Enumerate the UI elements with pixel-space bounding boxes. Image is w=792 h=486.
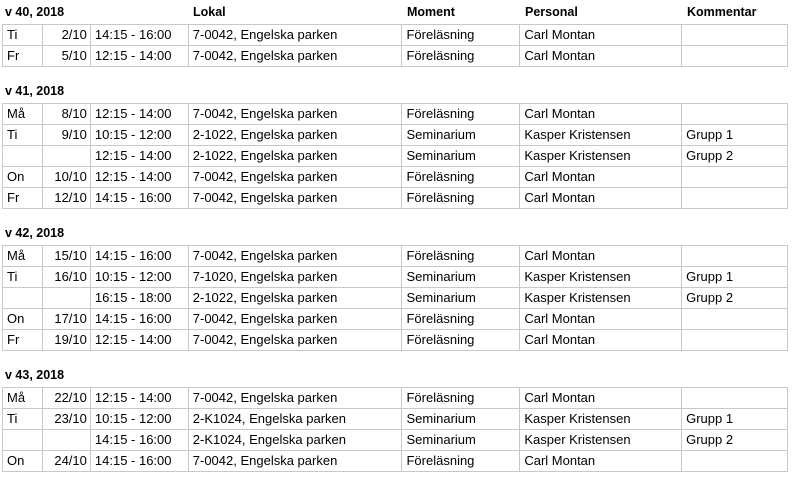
comment-cell: Grupp 1 xyxy=(682,409,788,429)
week-title: v 43, 2018 xyxy=(5,368,65,382)
moment-cell: Föreläsning xyxy=(402,451,520,471)
day-cell: Fr xyxy=(3,188,43,208)
moment-cell: Seminarium xyxy=(402,125,520,145)
date-cell: 22/10 xyxy=(43,388,91,408)
date-cell xyxy=(43,430,91,450)
comment-cell xyxy=(682,167,788,187)
time-cell: 10:15 - 12:00 xyxy=(91,409,189,429)
room-cell: 7-1020, Engelska parken xyxy=(189,267,403,287)
room-cell: 2-K1024, Engelska parken xyxy=(189,430,403,450)
week-title: v 40, 2018 xyxy=(5,5,65,19)
week-header xyxy=(2,2,788,24)
time-cell: 12:15 - 14:00 xyxy=(91,46,189,66)
room-cell: 7-0042, Engelska parken xyxy=(189,104,403,124)
room-cell: 7-0042, Engelska parken xyxy=(189,46,403,66)
day-cell: Ti xyxy=(3,125,43,145)
schedule xyxy=(2,2,788,486)
table-row xyxy=(3,46,788,67)
room-cell: 7-0042, Engelska parken xyxy=(189,451,403,471)
date-cell: 5/10 xyxy=(43,46,91,66)
staff-cell: Carl Montan xyxy=(520,330,682,350)
date-cell: 15/10 xyxy=(43,246,91,266)
time-cell: 10:15 - 12:00 xyxy=(91,125,189,145)
week-section xyxy=(2,223,788,351)
staff-cell: Kasper Kristensen xyxy=(520,430,682,450)
moment-cell: Föreläsning xyxy=(402,188,520,208)
day-cell: Ti xyxy=(3,409,43,429)
staff-cell: Carl Montan xyxy=(520,167,682,187)
moment-cell: Seminarium xyxy=(402,409,520,429)
week-section xyxy=(2,2,788,67)
room-cell: 7-0042, Engelska parken xyxy=(189,330,403,350)
column-header-moment: Moment xyxy=(407,5,455,19)
moment-cell: Seminarium xyxy=(402,288,520,308)
day-cell: Må xyxy=(3,104,43,124)
table-row xyxy=(3,104,788,125)
date-cell xyxy=(43,288,91,308)
comment-cell xyxy=(682,330,788,350)
table-row xyxy=(3,125,788,146)
staff-cell: Carl Montan xyxy=(520,246,682,266)
table-row xyxy=(3,288,788,309)
comment-cell: Grupp 1 xyxy=(682,125,788,145)
time-cell: 14:15 - 16:00 xyxy=(91,451,189,471)
table-row xyxy=(3,167,788,188)
comment-cell xyxy=(682,246,788,266)
date-cell: 24/10 xyxy=(43,451,91,471)
week-title: v 41, 2018 xyxy=(5,84,65,98)
table-row xyxy=(3,188,788,209)
staff-cell: Carl Montan xyxy=(520,451,682,471)
room-cell: 2-K1024, Engelska parken xyxy=(189,409,403,429)
time-cell: 10:15 - 12:00 xyxy=(91,267,189,287)
table-row xyxy=(3,388,788,409)
room-cell: 7-0042, Engelska parken xyxy=(189,246,403,266)
day-cell xyxy=(3,146,43,166)
time-cell: 12:15 - 14:00 xyxy=(91,388,189,408)
time-cell: 14:15 - 16:00 xyxy=(91,246,189,266)
room-cell: 7-0042, Engelska parken xyxy=(189,167,403,187)
moment-cell: Föreläsning xyxy=(402,46,520,66)
day-cell: On xyxy=(3,167,43,187)
moment-cell: Föreläsning xyxy=(402,246,520,266)
time-cell: 12:15 - 14:00 xyxy=(91,146,189,166)
day-cell xyxy=(3,288,43,308)
staff-cell: Carl Montan xyxy=(520,388,682,408)
staff-cell: Carl Montan xyxy=(520,188,682,208)
date-cell xyxy=(43,146,91,166)
comment-cell xyxy=(682,104,788,124)
table-row xyxy=(3,451,788,472)
time-cell: 14:15 - 16:00 xyxy=(91,430,189,450)
table-row xyxy=(3,430,788,451)
column-header-lokal: Lokal xyxy=(193,5,226,19)
staff-cell: Kasper Kristensen xyxy=(520,125,682,145)
time-cell: 12:15 - 14:00 xyxy=(91,104,189,124)
table-row xyxy=(3,409,788,430)
comment-cell: Grupp 1 xyxy=(682,267,788,287)
moment-cell: Föreläsning xyxy=(402,309,520,329)
date-cell: 8/10 xyxy=(43,104,91,124)
day-cell xyxy=(3,430,43,450)
table-row xyxy=(3,25,788,46)
date-cell: 23/10 xyxy=(43,409,91,429)
date-cell: 9/10 xyxy=(43,125,91,145)
comment-cell: Grupp 2 xyxy=(682,146,788,166)
day-cell: Fr xyxy=(3,46,43,66)
time-cell: 12:15 - 14:00 xyxy=(91,167,189,187)
room-cell: 7-0042, Engelska parken xyxy=(189,188,403,208)
moment-cell: Seminarium xyxy=(402,267,520,287)
day-cell: On xyxy=(3,451,43,471)
comment-cell xyxy=(682,451,788,471)
moment-cell: Föreläsning xyxy=(402,167,520,187)
comment-cell xyxy=(682,309,788,329)
day-cell: Må xyxy=(3,388,43,408)
staff-cell: Kasper Kristensen xyxy=(520,267,682,287)
moment-cell: Seminarium xyxy=(402,430,520,450)
date-cell: 16/10 xyxy=(43,267,91,287)
comment-cell xyxy=(682,25,788,45)
date-cell: 17/10 xyxy=(43,309,91,329)
staff-cell: Carl Montan xyxy=(520,309,682,329)
moment-cell: Seminarium xyxy=(402,146,520,166)
staff-cell: Kasper Kristensen xyxy=(520,146,682,166)
table-row xyxy=(3,146,788,167)
moment-cell: Föreläsning xyxy=(402,104,520,124)
week-title: v 42, 2018 xyxy=(5,226,65,240)
week-header xyxy=(2,365,788,387)
date-cell: 19/10 xyxy=(43,330,91,350)
time-cell: 14:15 - 16:00 xyxy=(91,25,189,45)
room-cell: 7-0042, Engelska parken xyxy=(189,309,403,329)
week-table xyxy=(2,245,788,351)
week-header xyxy=(2,223,788,245)
table-row xyxy=(3,267,788,288)
day-cell: Ti xyxy=(3,267,43,287)
week-header xyxy=(2,81,788,103)
table-row xyxy=(3,309,788,330)
time-cell: 16:15 - 18:00 xyxy=(91,288,189,308)
time-cell: 14:15 - 16:00 xyxy=(91,188,189,208)
moment-cell: Föreläsning xyxy=(402,388,520,408)
staff-cell: Kasper Kristensen xyxy=(520,409,682,429)
staff-cell: Carl Montan xyxy=(520,46,682,66)
week-table xyxy=(2,103,788,209)
moment-cell: Föreläsning xyxy=(402,330,520,350)
time-cell: 12:15 - 14:00 xyxy=(91,330,189,350)
comment-cell xyxy=(682,46,788,66)
room-cell: 2-1022, Engelska parken xyxy=(189,146,403,166)
date-cell: 2/10 xyxy=(43,25,91,45)
day-cell: Må xyxy=(3,246,43,266)
date-cell: 10/10 xyxy=(43,167,91,187)
room-cell: 2-1022, Engelska parken xyxy=(189,125,403,145)
day-cell: Ti xyxy=(3,25,43,45)
week-section xyxy=(2,81,788,209)
day-cell: Fr xyxy=(3,330,43,350)
comment-cell: Grupp 2 xyxy=(682,430,788,450)
staff-cell: Carl Montan xyxy=(520,25,682,45)
staff-cell: Kasper Kristensen xyxy=(520,288,682,308)
time-cell: 14:15 - 16:00 xyxy=(91,309,189,329)
table-row xyxy=(3,330,788,351)
date-cell: 12/10 xyxy=(43,188,91,208)
room-cell: 7-0042, Engelska parken xyxy=(189,388,403,408)
column-header-personal: Personal xyxy=(525,5,578,19)
column-header-kommentar: Kommentar xyxy=(687,5,757,19)
table-row xyxy=(3,246,788,267)
room-cell: 7-0042, Engelska parken xyxy=(189,25,403,45)
week-table xyxy=(2,24,788,67)
comment-cell xyxy=(682,188,788,208)
comment-cell xyxy=(682,388,788,408)
room-cell: 2-1022, Engelska parken xyxy=(189,288,403,308)
moment-cell: Föreläsning xyxy=(402,25,520,45)
week-section xyxy=(2,365,788,472)
comment-cell: Grupp 2 xyxy=(682,288,788,308)
week-table xyxy=(2,387,788,472)
day-cell: On xyxy=(3,309,43,329)
staff-cell: Carl Montan xyxy=(520,104,682,124)
